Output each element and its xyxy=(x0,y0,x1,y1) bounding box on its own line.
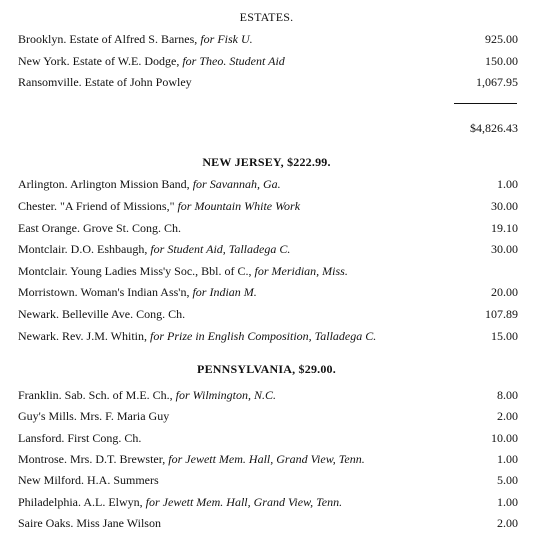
entry-amount: 15.00 xyxy=(491,329,518,343)
list-item xyxy=(18,197,518,215)
entry-place: Newark. Rev. J.M. Whitin, xyxy=(18,329,147,343)
entry-place: Saire Oaks. Miss Jane Wilson xyxy=(18,516,161,530)
entry-place: Chester. "A Friend of Missions," xyxy=(18,199,175,213)
entry-purpose: for Wilmington, N.C. xyxy=(175,388,277,402)
entry-description xyxy=(18,219,181,237)
entry-place: Montclair. Young Ladies Miss'y Soc., Bbl. of C., xyxy=(18,264,252,278)
entry-purpose: for Fisk U. xyxy=(200,32,253,46)
list-item xyxy=(18,283,518,301)
section-heading-new-jersey: NEW JERSEY, $222.99. xyxy=(202,155,331,169)
entry-place: Guy's Mills. Mrs. F. Maria Guy xyxy=(18,409,170,423)
list-item xyxy=(18,305,518,323)
entry-description xyxy=(18,514,161,532)
entry-amount: 1.00 xyxy=(497,177,518,191)
entry-place: Arlington. Arlington Mission Band, xyxy=(18,177,190,191)
entry-description xyxy=(18,197,300,215)
entry-description xyxy=(18,327,376,345)
entry-place: New York. Estate of W.E. Dodge, xyxy=(18,54,180,68)
entry-description xyxy=(18,30,253,48)
list-item xyxy=(18,327,518,345)
entry-purpose: for Prize in English Composition, Talladega C. xyxy=(149,329,377,343)
entry-place: Philadelphia. A.L. Elwyn, xyxy=(18,495,143,509)
entry-place: Montclair. D.O. Eshbaugh, xyxy=(18,242,148,256)
section-heading-pennsylvania: PENNSYLVANIA, $29.00. xyxy=(197,362,336,376)
list-item xyxy=(18,30,518,48)
entry-amount: 10.00 xyxy=(491,431,518,445)
entry-amount: 8.00 xyxy=(497,388,518,402)
section-heading-estates: ESTATES. xyxy=(239,10,294,24)
entry-description xyxy=(18,52,285,70)
entry-amount: 19.10 xyxy=(491,221,518,235)
entry-purpose: for Indian M. xyxy=(192,285,257,299)
entry-place: Ransomville. Estate of John Powley xyxy=(18,75,192,89)
entry-amount: 20.00 xyxy=(491,285,518,299)
entry-amount: 2.00 xyxy=(497,516,518,530)
list-item xyxy=(18,493,518,511)
entry-description xyxy=(18,262,348,280)
entry-purpose: for Jewett Mem. Hall, Grand View, Tenn. xyxy=(168,452,365,466)
entry-amount: 1,067.95 xyxy=(476,75,518,89)
entry-amount: 925.00 xyxy=(485,32,518,46)
list-item xyxy=(18,262,518,280)
entry-amount: 30.00 xyxy=(491,242,518,256)
list-item xyxy=(18,471,518,489)
entry-description xyxy=(18,407,169,425)
entry-place: Brooklyn. Estate of Alfred S. Barnes, xyxy=(18,32,198,46)
entry-amount: 30.00 xyxy=(491,199,518,213)
section-total: $4,826.43 xyxy=(470,121,518,135)
entry-amount: 1.00 xyxy=(497,495,518,509)
entry-amount: 1.00 xyxy=(497,452,518,466)
entry-purpose: for Meridian, Miss. xyxy=(254,264,348,278)
entry-place: Lansford. First Cong. Ch. xyxy=(18,431,142,445)
entry-place: Morristown. Woman's Indian Ass'n, xyxy=(18,285,190,299)
entry-place: New Milford. H.A. Summers xyxy=(18,473,159,487)
list-item xyxy=(18,52,518,70)
entry-description xyxy=(18,450,365,468)
entry-description xyxy=(18,305,185,323)
entry-description xyxy=(18,386,276,404)
entry-description xyxy=(18,493,342,511)
entry-place: Newark. Belleville Ave. Cong. Ch. xyxy=(18,307,186,321)
entry-description xyxy=(18,283,257,301)
entry-description xyxy=(18,175,281,193)
list-item xyxy=(18,450,518,468)
list-item xyxy=(18,219,518,237)
entry-amount: 107.89 xyxy=(485,307,518,321)
entry-place: East Orange. Grove St. Cong. Ch. xyxy=(18,221,181,235)
list-item xyxy=(18,240,518,258)
entry-description xyxy=(18,73,192,91)
list-item xyxy=(18,386,518,404)
list-item xyxy=(18,514,518,532)
entry-description xyxy=(18,471,159,489)
entry-purpose: for Jewett Mem. Hall, Grand View, Tenn. xyxy=(145,495,343,509)
list-item xyxy=(18,175,518,193)
entry-amount: 5.00 xyxy=(497,473,518,487)
entry-description xyxy=(18,240,290,258)
list-item xyxy=(18,73,518,91)
entry-place: Montrose. Mrs. D.T. Brewster, xyxy=(18,452,166,466)
entry-purpose: for Theo. Student Aid xyxy=(182,54,285,68)
entry-amount: 2.00 xyxy=(497,409,518,423)
entry-purpose: for Student Aid, Talladega C. xyxy=(150,242,291,256)
entry-description xyxy=(18,429,141,447)
entry-purpose: for Savannah, Ga. xyxy=(192,177,281,191)
list-item xyxy=(18,407,518,425)
entry-place: Franklin. Sab. Sch. of M.E. Ch., xyxy=(18,388,173,402)
entry-amount: 150.00 xyxy=(485,54,518,68)
entry-purpose: for Mountain White Work xyxy=(177,199,301,213)
total-rule xyxy=(454,103,517,104)
list-item xyxy=(18,429,518,447)
